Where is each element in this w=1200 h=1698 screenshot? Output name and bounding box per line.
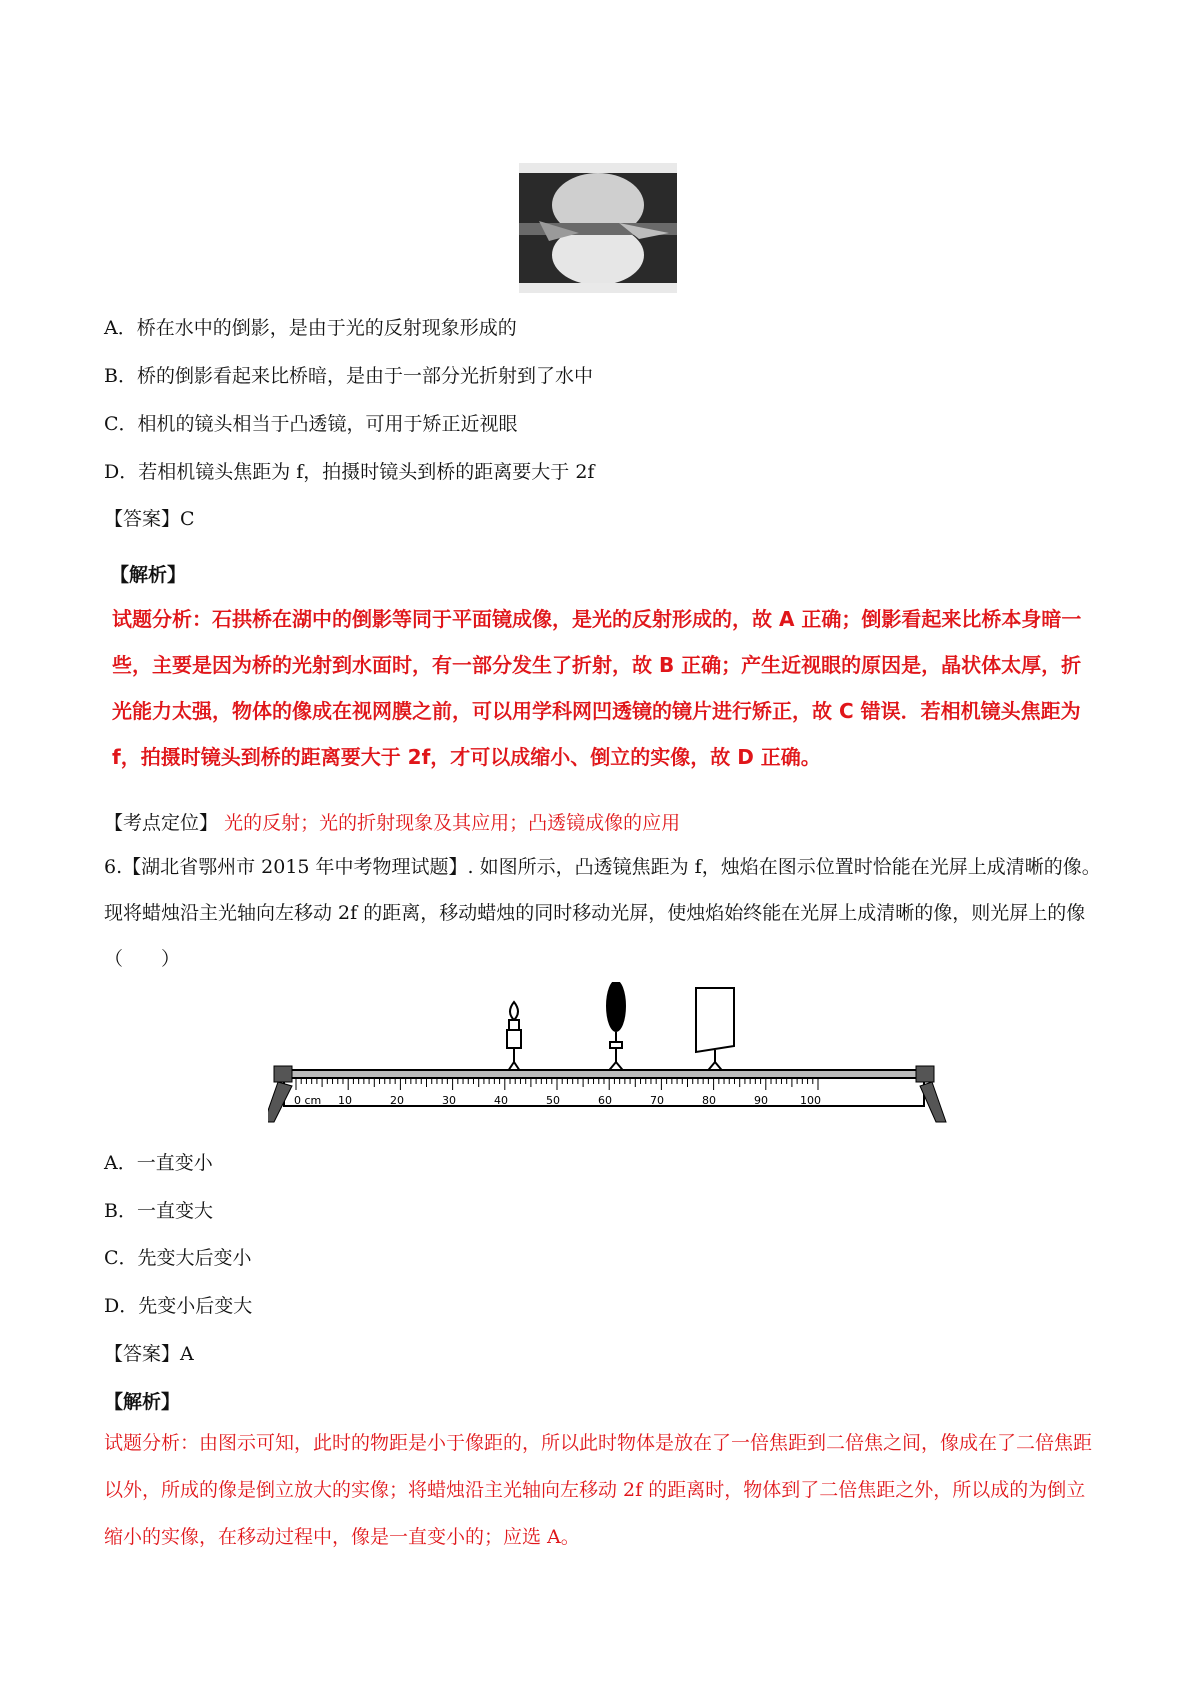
q6-option-b: B．一直变大 xyxy=(104,1200,213,1222)
q6-option-c: C．先变大后变小 xyxy=(104,1247,252,1269)
q6-answer: 【答案】A xyxy=(104,1343,194,1365)
candle xyxy=(506,1002,522,1074)
q6-analysis-text: 试题分析：由图示可知，此时的物距是小于像距的，所以此时物体是放在了一倍焦距到二倍焦之间，像成在了二倍焦距以外，所成的像是倒立放大的实像；将蜡烛沿主光轴向左移动 2f 的距离时，物体到了二倍焦距之外，所以成的为倒立缩小的实像，在移动过程中，像是一直变小的；应选 A。 xyxy=(104,1432,1093,1548)
optical-bench-figure xyxy=(268,982,948,1124)
bench-label-30: 30 xyxy=(442,1094,456,1107)
bench-label-20: 20 xyxy=(390,1094,404,1107)
bench-label-80: 80 xyxy=(702,1094,716,1107)
bench-label-50: 50 xyxy=(546,1094,560,1107)
bench-label-40: 40 xyxy=(494,1094,508,1107)
q6-stem: 6.【湖北省鄂州市 2015 年中考物理试题】. 如图所示，凸透镜焦距为 f，烛焰在图示位置时恰能在光屏上成清晰的像。现将蜡烛沿主光轴向左移动 2f 的距离，移动蜡烛的同时移动光屏，使烛焰始终能在光屏上成清晰的像，则光屏上的像（ ） xyxy=(104,856,1101,970)
convex-lens xyxy=(606,982,626,1074)
q5-kaodian-label: 【考点定位】 xyxy=(104,812,219,834)
bench-label-100: 100 xyxy=(800,1094,821,1107)
light-screen xyxy=(696,988,734,1074)
q5-option-d: D．若相机镜头焦距为 f，拍摄时镜头到桥的距离要大于 2f xyxy=(104,461,595,483)
q6-option-a: A．一直变小 xyxy=(104,1152,213,1174)
q5-option-a: A．桥在水中的倒影，是由于光的反射现象形成的 xyxy=(104,317,517,339)
bench-label-70: 70 xyxy=(650,1094,664,1107)
q5-option-b: B．桥的倒影看起来比桥暗，是由于一部分光折射到了水中 xyxy=(104,365,593,387)
q5-analysis-label: 【解析】 xyxy=(110,564,187,586)
q6-analysis-label: 【解析】 xyxy=(104,1391,181,1413)
q6-option-d: D．先变小后变大 xyxy=(104,1295,253,1317)
q5-kaodian-text: 光的反射；光的折射现象及其应用；凸透镜成像的应用 xyxy=(224,812,681,834)
q5-analysis-text: 试题分析：石拱桥在湖中的倒影等同于平面镜成像，是光的反射形成的，故 A 正确；倒影看起来比桥本身暗一些，主要是因为桥的光射到水面时，有一部分发生了折射，故 B 正确；产生近视眼的原因是，晶状体太厚，折光能力太强，物体的像成在视网膜之前，可以用学科网凹透镜的镜片进行矫正，故 C 错误．若相机镜头焦距为 f，拍摄时镜头到桥的距离要大于 2f，才可以成缩小、倒立的实像，故 D 正确。 xyxy=(112,607,1082,769)
bench-label-60: 60 xyxy=(598,1094,612,1107)
bridge-reflection-photo xyxy=(519,163,677,293)
q5-kaodian xyxy=(104,808,680,835)
bench-label-10: 10 xyxy=(338,1094,352,1107)
bench-label-90: 90 xyxy=(754,1094,768,1107)
q5-answer: 【答案】C xyxy=(104,508,195,530)
bench-label-0: 0 cm xyxy=(294,1094,322,1107)
q5-option-c: C．相机的镜头相当于凸透镜，可用于矫正近视眼 xyxy=(104,413,518,435)
